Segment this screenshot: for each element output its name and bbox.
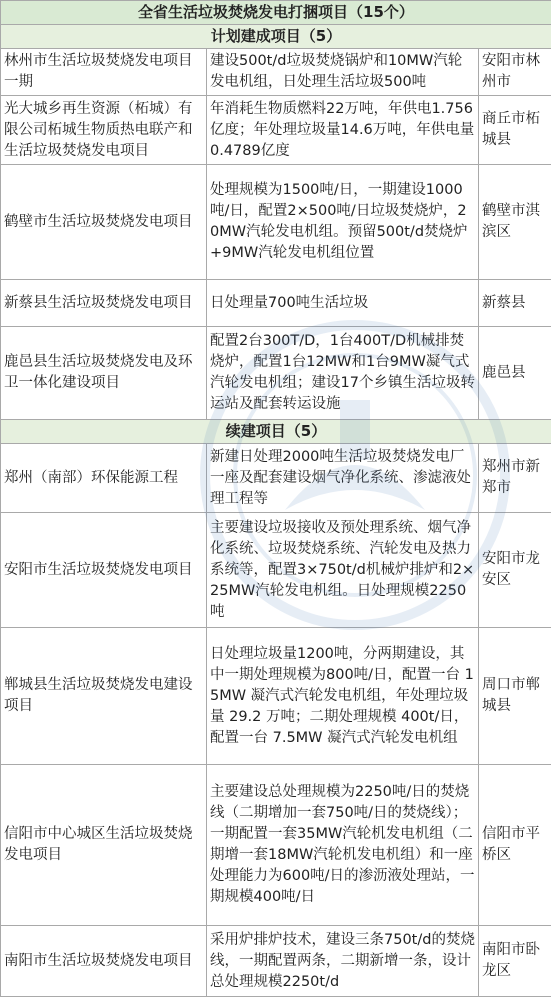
project-name-cell: 郑州（南部）环保能源工程 [1,444,207,513]
project-detail-cell: 新建日处理2000吨生活垃圾焚烧发电厂一座及配套建设烟气净化系统、渗滤液处理工程等 [207,444,479,513]
table-row [1,280,551,327]
project-location-cell: 南阳市卧龙区 [479,926,551,997]
project-detail-cell: 年消耗生物质燃料22万吨，年供电1.756亿度；年处理垃圾量14.6万吨，年供电量0.4789亿度 [207,96,479,165]
project-location-cell: 鹤壁市淇滨区 [479,165,551,280]
table-row [1,96,551,165]
project-detail-cell: 处理规模为1500吨/日，一期建设1000吨/日，配置2×500吨/日垃圾焚烧炉，20MW汽轮发电机组。预留500t/d焚烧炉+9MW汽轮发电机组位置 [207,165,479,280]
project-name-cell: 信阳市中心城区生活垃圾焚烧发电项目 [1,765,207,926]
project-detail-cell: 日处理量700吨生活垃圾 [207,280,479,327]
project-location-cell: 信阳市平桥区 [479,765,551,926]
table-row [1,165,551,280]
project-location-cell: 郑州市新郑市 [479,444,551,513]
project-name-cell: 新蔡县生活垃圾焚烧发电项目 [1,280,207,327]
project-name-cell: 光大城乡再生资源（柘城）有限公司柘城生物质热电联产和生活垃圾焚烧发电项目 [1,96,207,165]
project-name-cell: 鹿邑县生活垃圾焚烧发电及环卫一体化建设项目 [1,327,207,420]
project-location-cell: 新蔡县 [479,280,551,327]
project-name-cell: 南阳市生活垃圾焚烧发电项目 [1,926,207,997]
table-row [1,444,551,513]
project-name-cell: 安阳市生活垃圾焚烧发电项目 [1,513,207,628]
project-location-cell: 鹿邑县 [479,327,551,420]
project-detail-cell: 采用炉排炉技术，建设三条750t/d的焚烧线，一期配置两条，二期新增一条，设计总处理规模2250t/d [207,926,479,997]
section-heading-row [1,420,551,444]
project-detail-cell: 配置2台300T/D，1台400T/D机械排焚烧炉，配置1台12MW和1台9MW凝气式汽轮发电机组；建设17个乡镇生活垃圾转运站及配套转运设施 [207,327,479,420]
project-name-cell: 林州市生活垃圾焚烧发电项目一期 [1,49,207,96]
project-name-cell: 鹤壁市生活垃圾焚烧发电项目 [1,165,207,280]
section-heading-planned: 计划建成项目（5） [1,25,551,49]
table-row [1,628,551,765]
project-detail-cell: 日处理垃圾量1200吨，分两期建设，其中一期处理规模为800吨/日，配置一台 15MW 凝汽式汽轮发电机组，年处理垃圾量 29.2 万吨；二期处理规模 400t/日，配置一台 7.5MW 凝汽式汽轮发电机组 [207,628,479,765]
table-row [1,49,551,96]
table-row [1,327,551,420]
project-detail-cell: 主要建设总处理规模为2250吨/日的焚烧线（二期增加一套750吨/日的焚烧线）；一期配置一套35MW汽轮机发电机组（二期增一套18MW汽轮机发电机组）和一座处理能力为600吨/日的渗沥液处理站，一期规模400吨/日 [207,765,479,926]
table-row [1,926,551,997]
table-title: 全省生活垃圾焚烧发电打捆项目（15个） [1,1,551,25]
project-name-cell: 郸城县生活垃圾焚烧发电建设项目 [1,628,207,765]
section-heading-continued: 续建项目（5） [1,420,551,444]
project-location-cell: 商丘市柘城县 [479,96,551,165]
section-heading-row [1,25,551,49]
project-location-cell: 周口市郸城县 [479,628,551,765]
table-row [1,513,551,628]
project-location-cell: 安阳市龙安区 [479,513,551,628]
table-title-row [1,1,551,25]
project-location-cell: 安阳市林州市 [479,49,551,96]
table-row [1,765,551,926]
project-detail-cell: 建设500t/d垃圾焚烧锅炉和10MW汽轮发电机组，日处理生活垃圾500吨 [207,49,479,96]
project-detail-cell: 主要建设垃圾接收及预处理系统、烟气净化系统、垃圾焚烧系统、汽轮发电及热力系统等，配置3×750t/d机械炉排炉和2×25MW汽轮发电机组。日处理规模2250吨 [207,513,479,628]
